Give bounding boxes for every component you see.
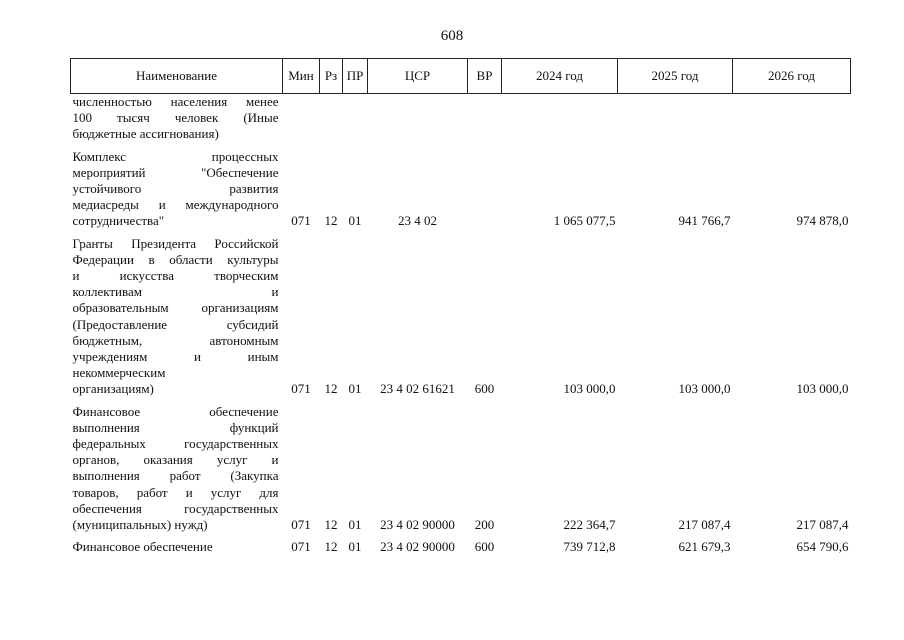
cell-csr: 23 4 02 bbox=[398, 213, 437, 229]
cell-rz: 12 bbox=[324, 517, 338, 533]
name-line: Федерации в области культуры bbox=[72, 251, 279, 267]
cell-rz: 12 bbox=[324, 213, 338, 229]
cell-min: 071 bbox=[291, 539, 311, 555]
name-line: выполнения функций bbox=[72, 419, 279, 435]
table-row bbox=[71, 236, 851, 398]
header-vr: ВР bbox=[468, 59, 502, 94]
cell-name bbox=[71, 539, 283, 555]
cell-pr bbox=[343, 94, 368, 143]
cell-csr: 23 4 02 90000 bbox=[380, 517, 455, 533]
name-line: (муниципальных) нужд) bbox=[72, 517, 208, 533]
cell-2024 bbox=[502, 94, 618, 143]
cell-2026: 654 790,6 bbox=[796, 539, 849, 555]
header-name: Наименование bbox=[71, 59, 283, 94]
cell-vr bbox=[468, 94, 502, 143]
cell-pr: 01 bbox=[348, 381, 362, 397]
name-line: бюджетные ассигнования) bbox=[72, 126, 219, 142]
name-line: Финансовое обеспечение bbox=[72, 539, 213, 555]
name-line: товаров, работ и услуг для bbox=[72, 484, 279, 500]
cell-pr: 01 bbox=[348, 517, 362, 533]
name-line: образовательным организациям bbox=[72, 300, 279, 316]
name-line: обеспечения государственных bbox=[72, 500, 279, 516]
name-line: и искусства творческим bbox=[72, 268, 279, 284]
name-line: численностью населения менее bbox=[72, 94, 279, 109]
cell-2025: 217 087,4 bbox=[678, 517, 731, 533]
cell-2025: 621 679,3 bbox=[678, 539, 731, 555]
header-2024: 2024 год bbox=[502, 59, 618, 94]
cell-min bbox=[283, 94, 320, 143]
cell-vr: 200 bbox=[474, 517, 495, 533]
name-line: медиасреды и международного bbox=[72, 197, 279, 213]
name-line: Гранты Президента Российской bbox=[72, 235, 279, 251]
cell-name bbox=[71, 236, 283, 398]
name-line: бюджетным, автономным bbox=[72, 332, 279, 348]
name-line: Комплекс процессных bbox=[72, 148, 279, 164]
cell-2026: 974 878,0 bbox=[796, 213, 849, 229]
name-line: устойчивого развития bbox=[72, 181, 279, 197]
header-2025: 2025 год bbox=[618, 59, 733, 94]
cell-2025 bbox=[618, 94, 733, 143]
table-row bbox=[71, 404, 851, 534]
cell-2026: 103 000,0 bbox=[796, 381, 849, 397]
name-line: учреждениям и иным bbox=[72, 349, 279, 365]
cell-min: 071 bbox=[291, 381, 311, 397]
cell-pr: 01 bbox=[348, 213, 362, 229]
name-line: коллективам и bbox=[72, 284, 279, 300]
table-header bbox=[71, 59, 851, 94]
cell-rz: 12 bbox=[324, 539, 338, 555]
cell-vr bbox=[468, 149, 502, 230]
page-number: 608 bbox=[440, 28, 464, 44]
name-line: некоммерческим bbox=[72, 365, 166, 381]
cell-min: 071 bbox=[291, 517, 311, 533]
header-2026: 2026 год bbox=[733, 59, 851, 94]
header-csr: ЦСР bbox=[368, 59, 468, 94]
cell-vr: 600 bbox=[474, 539, 495, 555]
name-line: (Предоставление субсидий bbox=[72, 316, 279, 332]
cell-2024: 1 065 077,5 bbox=[553, 213, 616, 229]
cell-2026 bbox=[733, 94, 851, 143]
cell-csr: 23 4 02 61621 bbox=[380, 381, 455, 397]
name-line: мероприятий "Обеспечение bbox=[72, 164, 279, 180]
cell-vr: 600 bbox=[474, 381, 495, 397]
cell-csr bbox=[368, 94, 468, 143]
table-row bbox=[71, 149, 851, 230]
cell-min: 071 bbox=[291, 213, 311, 229]
name-line: выполнения работ (Закупка bbox=[72, 468, 279, 484]
table-row bbox=[71, 94, 851, 143]
header-rz: Рз bbox=[320, 59, 343, 94]
cell-2024: 103 000,0 bbox=[563, 381, 616, 397]
cell-2024: 222 364,7 bbox=[563, 517, 616, 533]
table-row bbox=[71, 539, 851, 555]
name-line: федеральных государственных bbox=[72, 436, 279, 452]
name-line: органов, оказания услуг и bbox=[72, 452, 279, 468]
header-pr: ПР bbox=[343, 59, 368, 94]
name-line: сотрудничества" bbox=[72, 213, 165, 229]
cell-name bbox=[71, 94, 283, 143]
name-line: Финансовое обеспечение bbox=[72, 403, 279, 419]
cell-rz: 12 bbox=[324, 381, 338, 397]
cell-pr: 01 bbox=[348, 539, 362, 555]
cell-csr: 23 4 02 90000 bbox=[380, 539, 455, 555]
cell-name bbox=[71, 149, 283, 230]
name-line: 100 тысяч человек (Иные bbox=[72, 110, 279, 126]
cell-2024: 739 712,8 bbox=[563, 539, 616, 555]
name-line: организациям) bbox=[72, 381, 154, 397]
cell-rz bbox=[320, 94, 343, 143]
cell-2025: 103 000,0 bbox=[678, 381, 731, 397]
header-min: Мин bbox=[283, 59, 320, 94]
cell-2025: 941 766,7 bbox=[678, 213, 731, 229]
table-body bbox=[71, 94, 851, 556]
cell-2026: 217 087,4 bbox=[796, 517, 849, 533]
budget-table bbox=[70, 58, 851, 555]
cell-name bbox=[71, 404, 283, 534]
